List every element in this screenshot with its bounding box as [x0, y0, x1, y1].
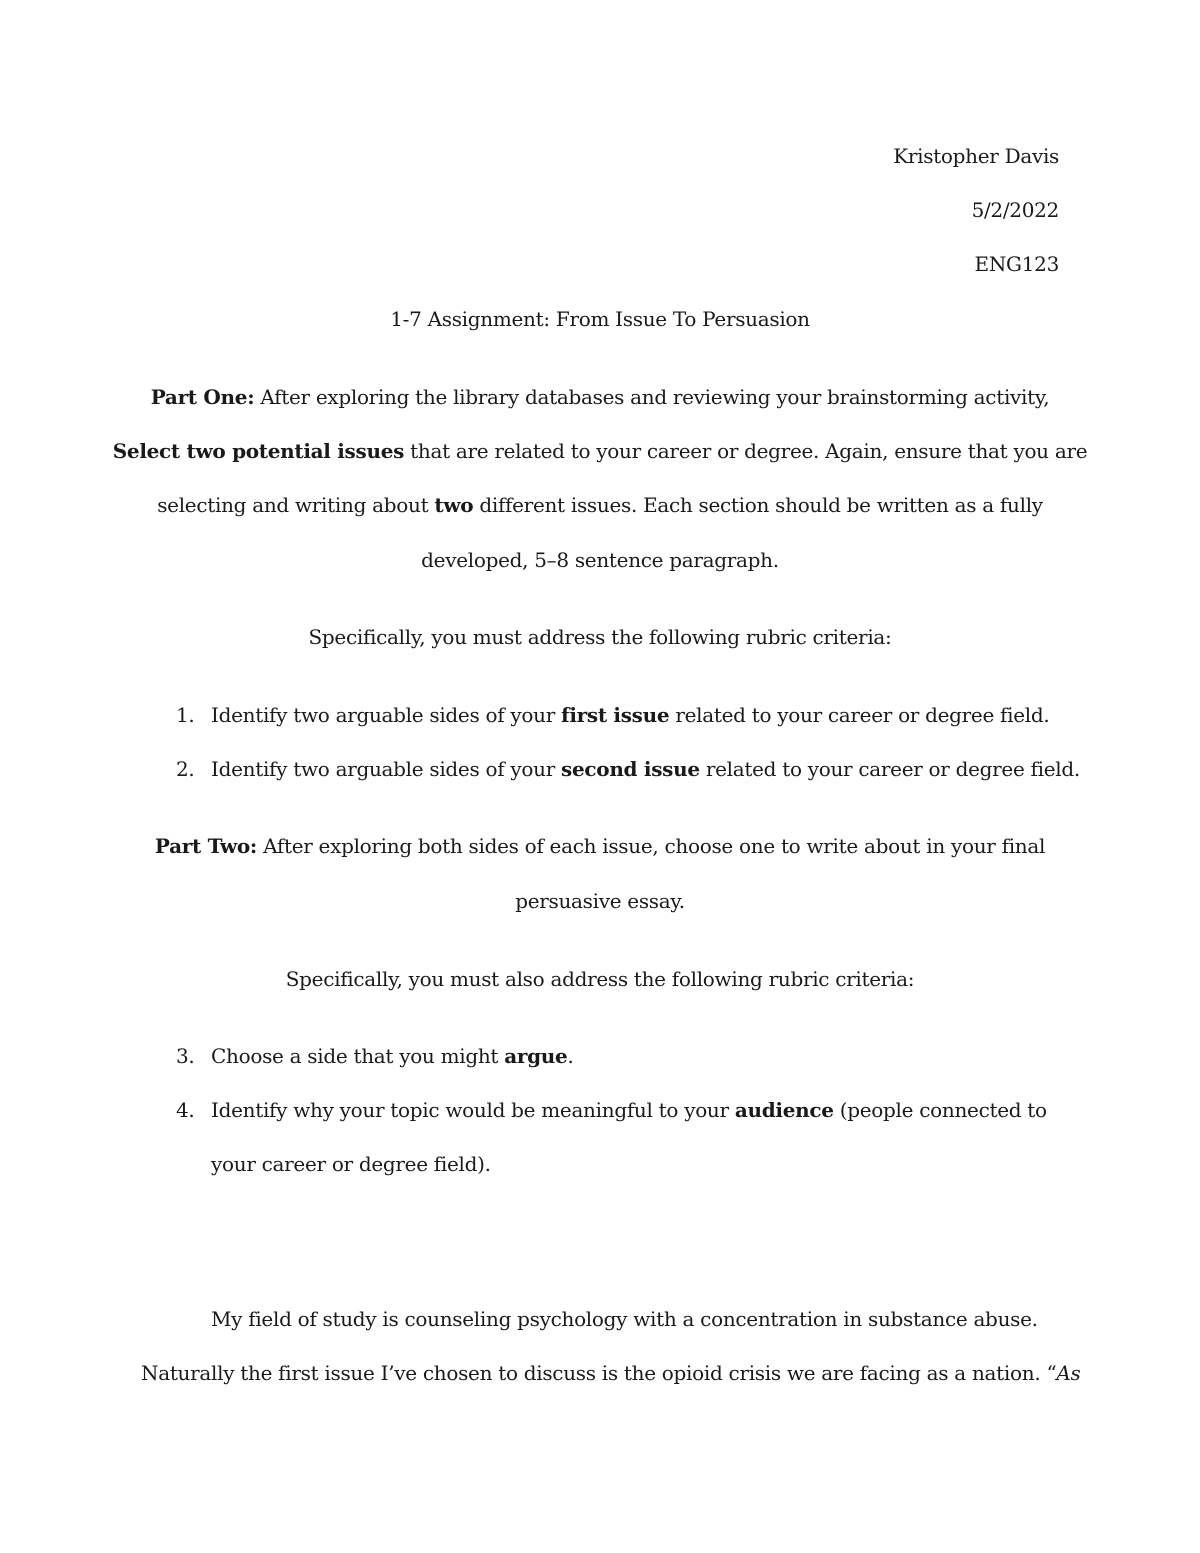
part-one-line-3-pre: selecting and writing about — [157, 493, 435, 517]
part-one-label: Part One: — [150, 385, 255, 409]
part-one-line-4: developed, 5–8 sentence paragraph. — [421, 548, 779, 572]
part-two-label: Part Two: — [154, 834, 258, 858]
part-two-line-1-text: After exploring both sides of each issue, choose one to write about in your final — [257, 834, 1046, 858]
part-one-bold-phrase: Select two potential issues — [112, 439, 405, 463]
essay-line-2 — [141, 1359, 1080, 1387]
part-one-line-3-bold: two — [434, 493, 474, 517]
list-item-bold: audience — [734, 1098, 834, 1122]
part-one-line-1-text: After exploring the library databases and reviewing your brainstorming activity, — [254, 385, 1050, 409]
list-item-number: 4. — [176, 1098, 195, 1122]
list-item-text — [211, 1096, 1047, 1124]
part-two-line-1 — [0, 832, 1200, 860]
list-item-bold: second issue — [561, 757, 700, 781]
part-one-line-3 — [0, 491, 1200, 519]
list-item-bold: argue — [504, 1044, 568, 1068]
submission-date: 5/2/2022 — [971, 198, 1059, 222]
list-item-number: 2. — [176, 757, 195, 781]
list-item-text — [211, 755, 1080, 783]
part-one-line-2 — [0, 437, 1200, 465]
course-code: ENG123 — [974, 252, 1059, 276]
list-item-pre: Choose a side that you might — [211, 1044, 505, 1068]
list-item-post: related to your career or degree field. — [699, 757, 1080, 781]
list-item-pre: Identify two arguable sides of your — [211, 757, 562, 781]
list-item-post: related to your career or degree field. — [669, 703, 1050, 727]
list-item-number: 1. — [176, 703, 195, 727]
criteria-intro-2: Specifically, you must also address the following rubric criteria: — [285, 967, 915, 991]
assignment-title: 1-7 Assignment: From Issue To Persuasion — [390, 307, 810, 331]
essay-line-1: My field of study is counseling psychology with a concentration in substance abuse. — [211, 1307, 1038, 1331]
list-item-bold: first issue — [561, 703, 670, 727]
essay-line-2-text: Naturally the first issue I’ve chosen to discuss is the opioid crisis we are facing as a nation. “ — [141, 1361, 1057, 1385]
criteria-intro-1: Specifically, you must address the following rubric criteria: — [308, 625, 892, 649]
list-item-pre: Identify why your topic would be meaningful to your — [211, 1098, 735, 1122]
part-two-line-2: persuasive essay. — [515, 889, 685, 913]
list-item-continuation: your career or degree field). — [211, 1152, 491, 1176]
list-item-post: . — [567, 1044, 574, 1068]
list-item-post: (people connected to — [833, 1098, 1047, 1122]
list-item-text — [211, 1042, 574, 1070]
part-one-line-2-text: that are related to your career or degree. Again, ensure that you are — [404, 439, 1088, 463]
author-name: Kristopher Davis — [893, 144, 1059, 168]
part-one-line-1 — [0, 383, 1200, 411]
part-one-line-3-rest: different issues. Each section should be written as a fully — [473, 493, 1043, 517]
list-item-text — [211, 701, 1049, 729]
list-item-pre: Identify two arguable sides of your — [211, 703, 562, 727]
essay-line-2-italic: As — [1056, 1361, 1081, 1385]
list-item-number: 3. — [176, 1044, 195, 1068]
